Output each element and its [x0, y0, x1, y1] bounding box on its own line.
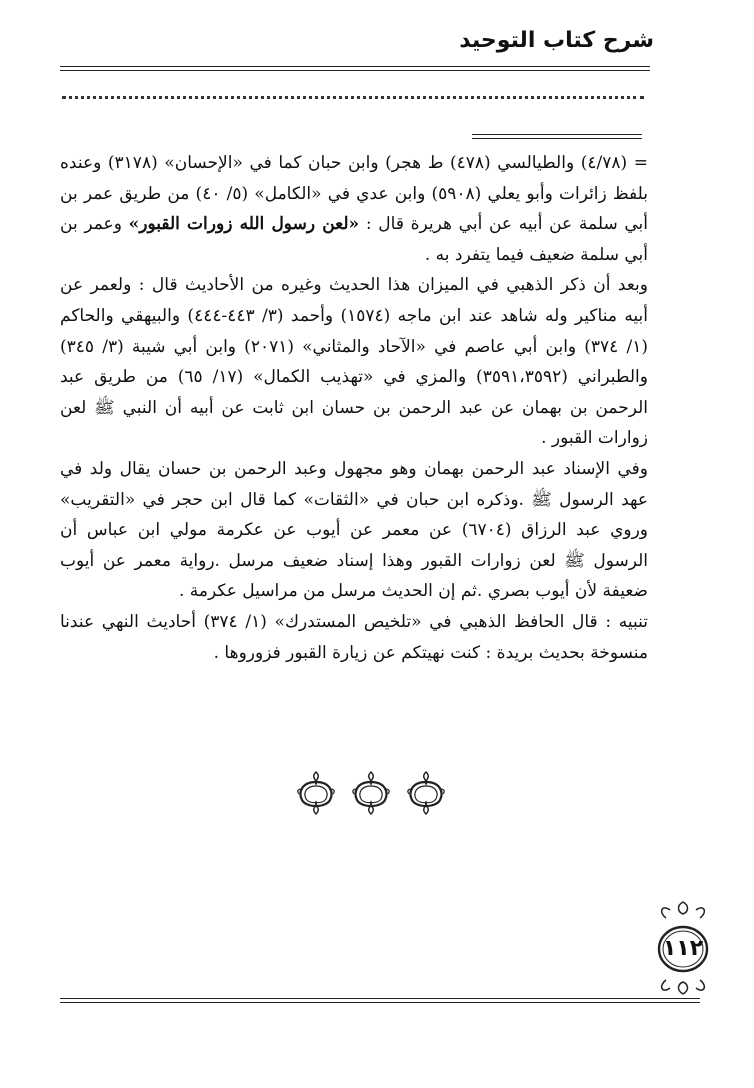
section-end-ornaments	[296, 770, 446, 818]
page-number: ١١٢	[662, 936, 704, 961]
paragraph-footnote-intro	[60, 148, 648, 270]
footnote-divider	[472, 134, 642, 139]
running-header-title: شرح كتاب التوحيد	[459, 28, 654, 53]
paragraph-dhahabi: وبعد أن ذكر الذهبي في الميزان هذا الحديث وغيره من الأحاديث قال : ولعمر عن أبيه مناكير وله شاهد عند ابن ماجه (١٥٧٤) وأحمد (٣/ ٤٤٣-٤٤٤) والبيهقي والحاكم (١/ ٣٧٤) وابن أبي عاصم في «الآحاد والمثاني» (٢٠٧١) وابن أبي شيبة (٣/ ٣٤٥) والطبراني (٣٥٩١،٣٥٩٢) والمزي في «تهذيب الكمال» (١٧/ ٦٥) من طريق عبد الرحمن بن بهمان عن عبد الرحمن بن حسان ابن ثابت عن أبيه أن النبي ﷺ لعن زوارات القبور .	[60, 275, 649, 449]
footnote-note: وعمر بن أبي سلمة ضعيف فيما يتفرد به .	[60, 214, 648, 265]
footnote-text	[60, 148, 648, 668]
dotted-separator	[62, 96, 644, 99]
paragraph-isnad: وفي الإسناد عبد الرحمن بهمان وهو مجهول وعبد الرحمن بن حسان يقال ولد في عهد الرسول ﷺ .وذكره ابن حبان في «الثقات» كما قال ابن حجر في «التقريب» وروي عبد الرزاق (٦٧٠٤) عن معمر عن أيوب عن عكرمة مولي ابن عباس أن الرسول ﷺ لعن زوارات القبور وهذا إسناد ضعيف مرسل .رواية معمر عن أيوب ضعيفة لأن أيوب بصري .ثم إن الحديث مرسل من مراسيل عكرمة .	[60, 458, 648, 602]
header-divider	[60, 66, 650, 71]
hadith-quote: «لعن رسول الله زورات القبور»	[128, 214, 360, 235]
footer-divider	[60, 998, 700, 1003]
paragraph-tanbih: تنبيه : قال الحافظ الذهبي في «تلخيص المستدرك» (١/ ٣٧٤) أحاديث النهي عندنا منسوخة بحديث بريدة : كنت نهيتكم عن زيارة القبور فزوروها .	[60, 611, 648, 663]
flower-ornament-icon	[351, 770, 391, 816]
flower-ornament-icon	[406, 770, 446, 816]
flower-ornament-icon	[296, 770, 336, 816]
footnote-sources: = (٤/٧٨) والطيالسي (٤٧٨) ط هجر) وابن حبان كما في «الإحسان» (٣١٧٨) وعنده بلفظ زائرات وأبو يعلي (٥٩٠٨) وابن عدي في «الكامل» (٥/ ٤٠) من طريق عمر بن أبي سلمة عن أبيه عن أبي هريرة قال :	[60, 153, 649, 235]
